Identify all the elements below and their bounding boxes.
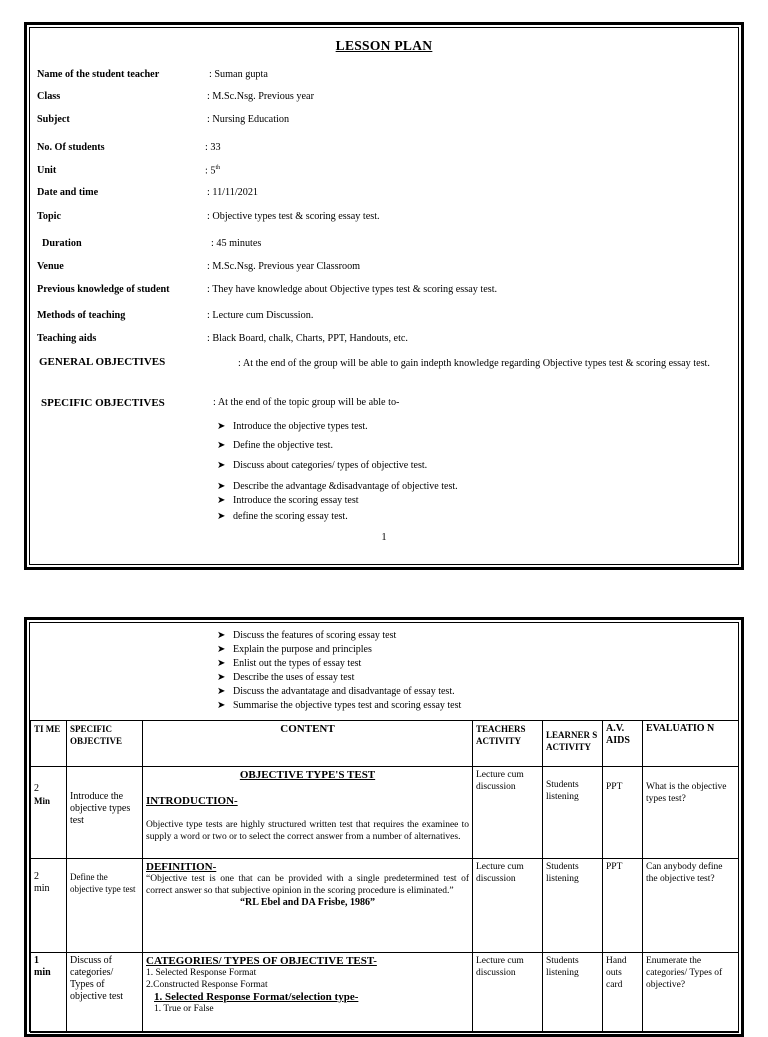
field-value: : 45 minutes [211, 238, 262, 249]
field-label: Subject [37, 114, 70, 125]
list-item: ➤ Explain the purpose and principles [217, 644, 372, 655]
list-item: ➤ define the scoring essay test. [217, 511, 348, 522]
field-value: : Lecture cum Discussion. [207, 310, 314, 321]
field-label: Previous knowledge of student [37, 284, 170, 295]
list-item: ➤ Discuss the features of scoring essay test [217, 630, 397, 641]
evaluation-cell: What is the objective types test? [643, 767, 739, 859]
table-row [31, 953, 739, 1033]
field-label: SPECIFIC OBJECTIVES [41, 397, 165, 409]
header-av-aids: A.V. AIDS [603, 721, 643, 767]
table-header-row [31, 721, 739, 767]
header-objective: SPECIFIC OBJECTIVE [67, 721, 143, 767]
field-value: : Nursing Education [207, 114, 290, 125]
list-item: ➤ Introduce the objective types test. [217, 421, 368, 432]
av-aids-cell: PPT [603, 859, 643, 953]
arrow-bullet-icon: ➤ [217, 481, 226, 492]
list-item: ➤ Describe the uses of essay test [217, 672, 355, 683]
header-content: CONTENT [143, 721, 473, 767]
teacher-activity-cell: Lecture cum discussion [473, 767, 543, 859]
list-item: ➤ Discuss the advantatage and disadvantage of essay test. [217, 686, 455, 697]
field-label: Unit [37, 165, 57, 176]
citation: “RL Ebel and DA Frisbe, 1986” [239, 897, 376, 908]
field-value: : 33 [205, 142, 221, 153]
arrow-bullet-icon: ➤ [217, 460, 226, 471]
objective-cell: Discuss of categories/ Types of objective test [67, 953, 143, 1033]
table-row [31, 767, 739, 859]
learner-activity-cell: Students listening [543, 953, 603, 1033]
field-value: : Black Board, chalk, Charts, PPT, Handouts, etc. [207, 333, 408, 344]
evaluation-cell: Can anybody define the objective test? [643, 859, 739, 953]
page-number: 1 [381, 532, 387, 543]
subheading: DEFINITION- [146, 861, 217, 873]
field-value: : M.Sc.Nsg. Previous year [207, 91, 314, 102]
subheading: INTRODUCTION- [146, 795, 238, 807]
arrow-bullet-icon: ➤ [217, 644, 226, 655]
list-item: ➤ Introduce the scoring essay test [217, 495, 359, 506]
lesson-plan-page-1 [24, 22, 744, 570]
arrow-bullet-icon: ➤ [217, 440, 226, 451]
content-cell [143, 953, 473, 1033]
teacher-activity-cell: Lecture cum discussion [473, 859, 543, 953]
field-label: Date and time [37, 187, 99, 198]
av-aids-cell: Hand outs card [603, 953, 643, 1033]
content-cell [143, 859, 473, 953]
objectives-list-continued [217, 629, 461, 713]
content-item: 1. Selected Response Format [146, 968, 257, 978]
header-time: TI ME [31, 721, 67, 767]
arrow-bullet-icon: ➤ [217, 700, 226, 711]
field-value: : Suman gupta [209, 69, 268, 80]
list-item: ➤ Summarise the objective types test and scoring essay test [217, 700, 462, 711]
subheading: CATEGORIES/ TYPES OF OBJECTIVE TEST- [146, 955, 377, 967]
field-value: : At the end of the group will be able to gain indepth knowledge regarding Objective types test & scoring essay test. [238, 358, 710, 369]
av-aids-cell: PPT [603, 767, 643, 859]
time-cell: 1 min [31, 953, 67, 1033]
arrow-bullet-icon: ➤ [217, 658, 226, 669]
header-evaluation: EVALUATIO N [643, 721, 739, 767]
header-learner-activity: LEARNER S ACTIVITY [543, 721, 603, 767]
list-item: ➤ Define the objective test. [217, 440, 333, 451]
field-label: Methods of teaching [37, 310, 126, 321]
section-heading: OBJECTIVE TYPE'S TEST [239, 769, 376, 781]
arrow-bullet-icon: ➤ [217, 672, 226, 683]
lesson-plan-page-2 [24, 617, 744, 1037]
lesson-plan-table [30, 720, 739, 1033]
content-item: 2.Constructed Response Format [146, 980, 268, 990]
list-item: ➤ Describe the advantage &disadvantage of objective test. [217, 481, 458, 492]
arrow-bullet-icon: ➤ [217, 511, 226, 522]
field-value: : M.Sc.Nsg. Previous year Classroom [207, 261, 361, 272]
objective-cell: Introduce the objective types test [67, 767, 143, 859]
field-value: : 11/11/2021 [207, 187, 259, 198]
time-cell: 2 Min [31, 767, 67, 859]
objective-cell: Define the objective type test [67, 859, 143, 953]
content-item: 1. True or False [154, 1004, 214, 1014]
field-label: No. Of students [37, 142, 105, 153]
time-cell: 2 min [31, 859, 67, 953]
page-title: LESSON PLAN [335, 38, 433, 53]
arrow-bullet-icon: ➤ [217, 630, 226, 641]
sub-subheading: 1. Selected Response Format/selection type- [154, 991, 359, 1003]
content-cell [143, 767, 473, 859]
content-text: Objective type tests are highly structured written test that requires the examinee to supply a word or two or to select the correct answer from a number of alternatives. [146, 820, 469, 842]
list-item: ➤ Discuss about categories/ types of objective test. [217, 460, 428, 471]
teacher-activity-cell: Lecture cum discussion [473, 953, 543, 1033]
arrow-bullet-icon: ➤ [217, 495, 226, 506]
header-teacher-activity: TEACHERS ACTIVITY [473, 721, 543, 767]
table-row [31, 859, 739, 953]
field-value: : 5th [205, 165, 221, 177]
field-label: Duration [42, 238, 82, 249]
field-label: Teaching aids [37, 333, 97, 344]
field-label: GENERAL OBJECTIVES [39, 356, 166, 368]
field-value: : They have knowledge about Objective types test & scoring essay test. [207, 284, 498, 295]
field-label: Venue [37, 261, 64, 272]
field-label: Topic [37, 211, 61, 222]
field-value: : At the end of the topic group will be able to- [213, 397, 400, 408]
arrow-bullet-icon: ➤ [217, 686, 226, 697]
field-label: Name of the student teacher [37, 69, 160, 80]
field-label: Class [37, 91, 61, 102]
list-item: ➤ Enlist out the types of essay test [217, 658, 362, 669]
evaluation-cell: Enumerate the categories/ Types of objective? [643, 953, 739, 1033]
learner-activity-cell: Students listening [543, 767, 603, 859]
objectives-list [217, 420, 458, 523]
field-value: : Objective types test & scoring essay test. [207, 211, 380, 222]
content-text: “Objective test is one that can be provided with a single predetermined test of correct answer so that subjective opinion in the scoring procedure is eliminated.” [146, 874, 469, 896]
learner-activity-cell: Students listening [543, 859, 603, 953]
arrow-bullet-icon: ➤ [217, 421, 226, 432]
